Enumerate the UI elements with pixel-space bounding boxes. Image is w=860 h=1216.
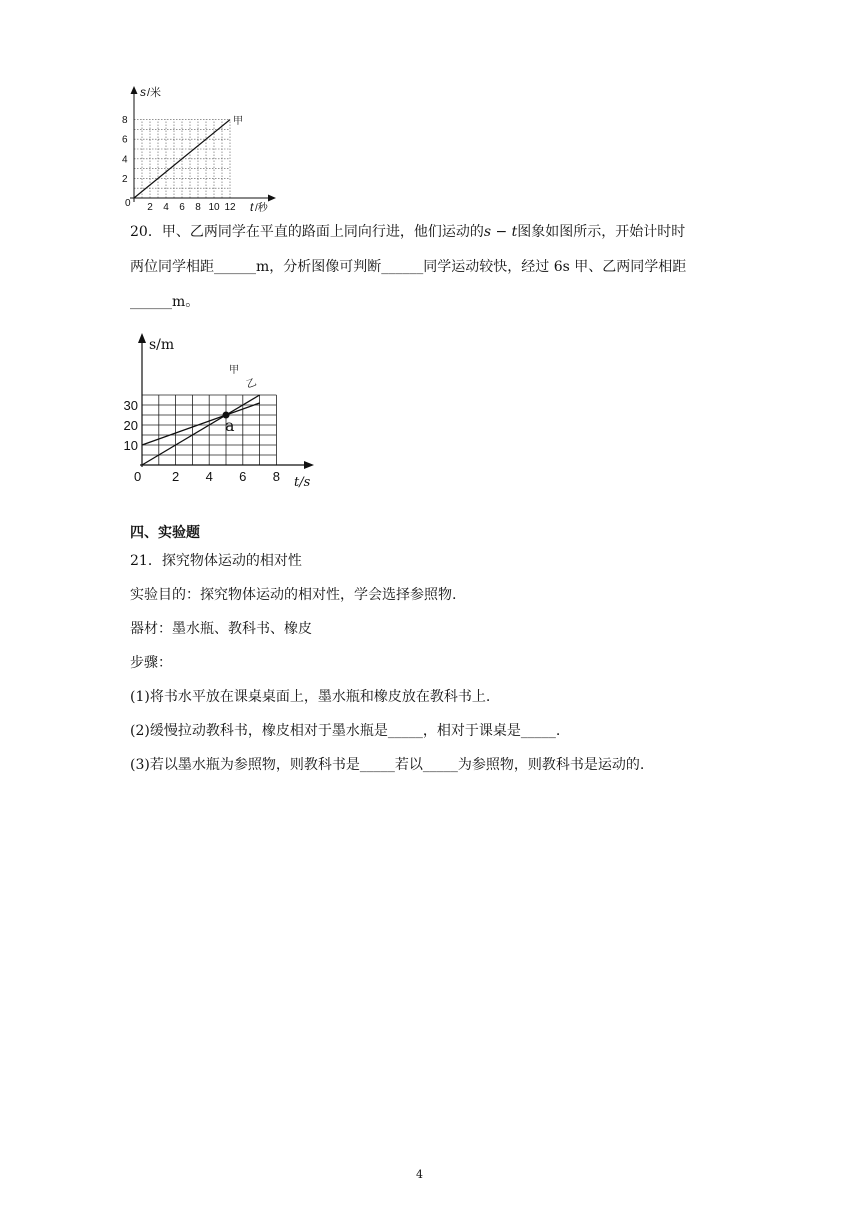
chart-2 (120, 325, 330, 490)
section-4-heading: 四、实验题 (130, 525, 200, 541)
chart-2-ylabel: s/m (149, 337, 175, 353)
chart-1-ylabel-var: s (140, 85, 146, 99)
q21-steps-label: 步骤： (130, 655, 172, 671)
chart-2-x-tick-label: 4 (205, 469, 213, 484)
chart-1-x-tick-label: 4 (163, 202, 169, 213)
q20-line-1: 20．甲、乙两同学在平直的路面上同向行进，他们运动的s − t图象如图所示，开始计时时 (130, 224, 686, 240)
q21-equipment: 器材：墨水瓶、教科书、橡皮 (130, 621, 312, 637)
chart-2-series-2-label: 乙 (244, 377, 259, 391)
chart-1-series-label: 甲 (233, 116, 243, 127)
chart-1-xlabel-var: t (250, 200, 254, 214)
chart-2-x-tick-label: 2 (171, 469, 180, 484)
chart-1-ylabel-unit: /米 (147, 87, 162, 99)
chart-2-x-tick-label: 6 (239, 469, 247, 484)
chart-1-y-tick-label: 8 (122, 115, 128, 127)
chart-2-x-axis-arrow (304, 461, 314, 469)
chart-2-xlabel: t/s (294, 475, 311, 490)
chart-1-y-tick-label: 4 (122, 154, 128, 166)
chart-2-grid (142, 395, 276, 465)
q21-title: 21．探究物体运动的相对性 (130, 553, 302, 569)
chart-1-xlabel-unit: /秒 (255, 203, 268, 214)
chart-1-x-axis-arrow (268, 195, 276, 202)
q21-step-1: (1)将书水平放在课桌桌面上，墨水瓶和橡皮放在教科书上. (130, 689, 491, 705)
chart-2-y-tick-label: 30 (123, 398, 138, 413)
chart-1-x-tick-label: 10 (208, 202, 220, 213)
q20-line-3: ______m。 (130, 294, 200, 310)
chart-1-y-tick-label: 6 (122, 134, 128, 146)
chart-1-y-axis-arrow (131, 86, 138, 94)
chart-1-x-tick-label: 2 (147, 202, 153, 213)
chart-1-origin: 0 (125, 198, 131, 209)
chart-1-x-tick-label: 6 (179, 202, 185, 213)
chart-1 (110, 80, 290, 215)
q21-purpose: 实验目的：探究物体运动的相对性，学会选择参照物. (130, 587, 457, 603)
chart-2-x-tick-label: 8 (272, 469, 281, 484)
chart-1-y-tick-label: 2 (122, 173, 128, 185)
chart-2-series-1-label: 甲 (229, 365, 239, 376)
chart-2-series-line-0 (142, 395, 260, 465)
page-number: 4 (416, 1168, 423, 1181)
chart-2-origin: 0 (134, 469, 142, 484)
q20-formula: s − t (483, 224, 518, 240)
chart-2-series-line-1 (142, 403, 260, 445)
q21-step-3: (3)若以墨水瓶为参照物，则教科书是_____若以_____为参照物，则教科书是运动的. (130, 757, 645, 773)
chart-1-x-tick-label: 12 (224, 202, 236, 213)
chart-1-x-tick-label: 8 (195, 202, 201, 213)
chart-2-y-axis-arrow (138, 333, 146, 343)
chart-2-point-label: a (225, 416, 235, 435)
q21-step-2: (2)缓慢拉动教科书，橡皮相对于墨水瓶是_____，相对于课桌是_____. (130, 723, 561, 739)
q20-line-2: 两位同学相距______m，分析图像可判断______同学运动较快，经过 6s 甲、乙两同学相距 (130, 259, 687, 275)
chart-2-y-tick-label: 10 (123, 438, 138, 453)
chart-2-y-tick-label: 20 (123, 418, 138, 433)
